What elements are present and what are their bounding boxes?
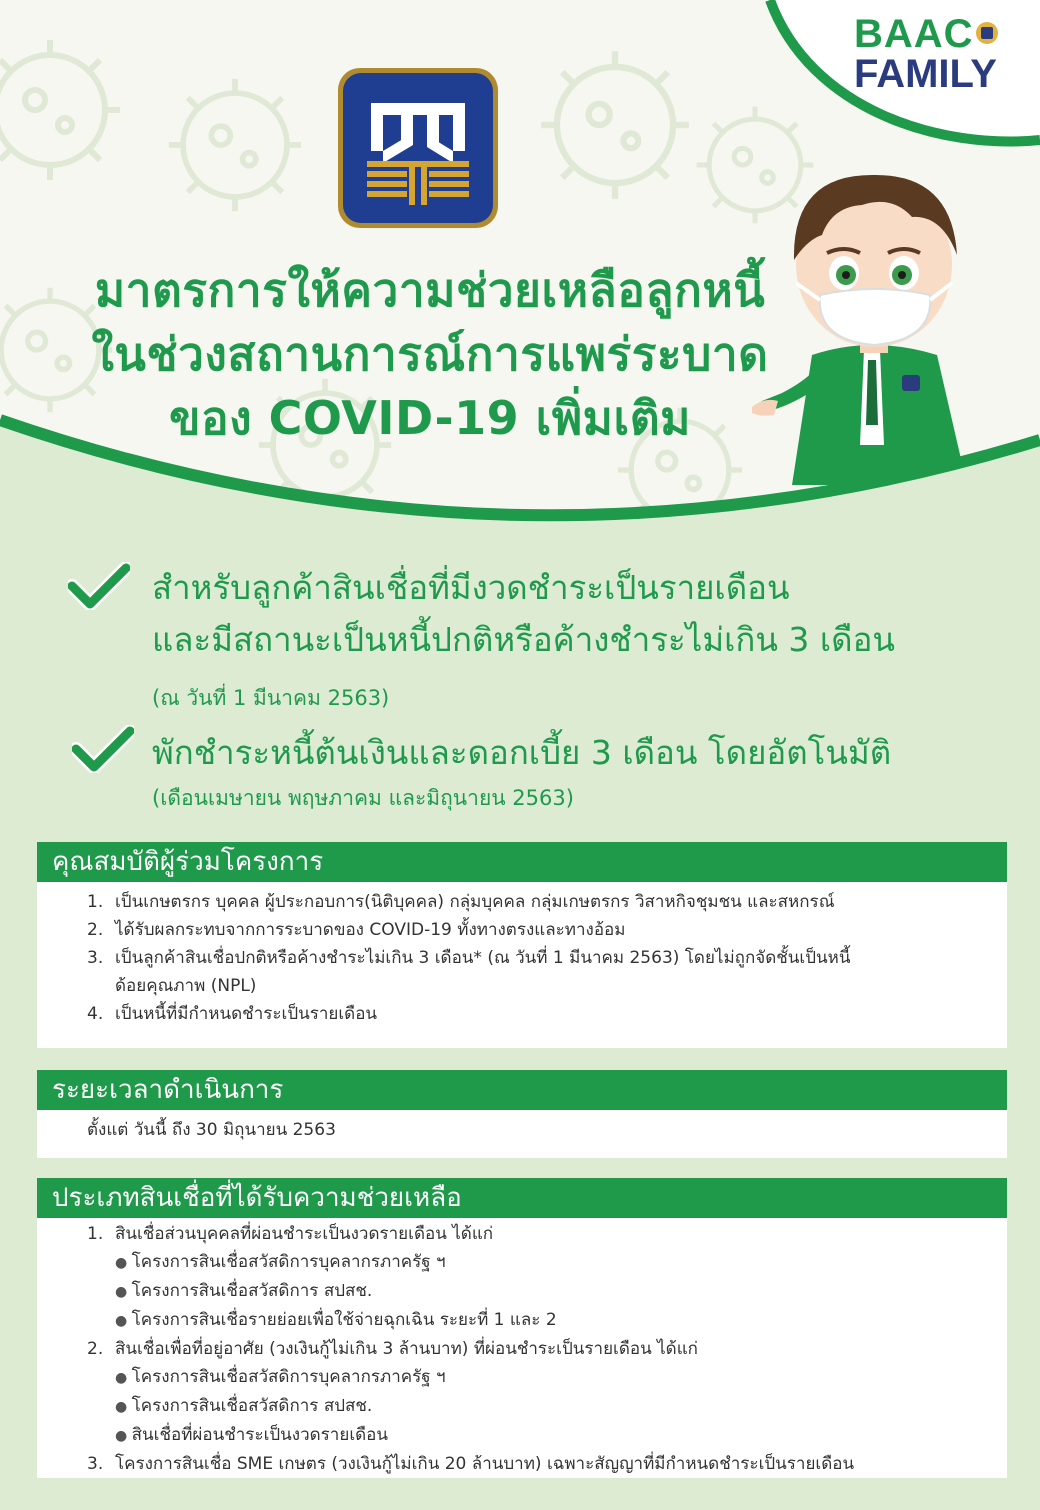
title-line2: ในช่วงสถานการณ์การแพร่ระบาด — [91, 327, 769, 381]
list-item: 2. ได้รับผลกระทบจากการระบาดของ COVID-19 ทั้งทางตรงและทางอ้อม — [87, 920, 626, 940]
highlight-1-line2: และมีสถานะเป็นหนี้ปกติหรือค้างชำระไม่เกิน 3 เดือน — [152, 620, 895, 659]
brand-logo — [854, 14, 1024, 94]
list-item: 1. สินเชื่อส่วนบุคคลที่ผ่อนชำระเป็นงวดรายเดือน ได้แก่ — [87, 1224, 494, 1244]
baac-emblem-icon — [343, 73, 493, 223]
title-line1: มาตรการให้ความช่วยเหลือลูกหนี้ — [94, 263, 766, 317]
brand-line2: FAMILY — [854, 52, 997, 96]
qualifications-panel — [37, 842, 1007, 1048]
highlight-1-line1: สำหรับลูกค้าสินเชื่อที่มีงวดชำระเป็นรายเดือน — [152, 568, 790, 607]
list-item: 2. สินเชื่อเพื่อที่อยู่อาศัย (วงเงินกู้ไม่เกิน 3 ล้านบาท) ที่ผ่อนชำระเป็นรายเดือน ได้แก่ — [87, 1339, 698, 1359]
bullet-item: ● โครงการสินเชื่อสวัสดิการบุคลากรภาครัฐ ฯ — [87, 1248, 1007, 1277]
highlight-2-line1: พักชำระหนี้ต้นเงินและดอกเบี้ย 3 เดือน โดยอัตโนมัติ — [152, 733, 892, 772]
period-title: ระยะเวลาดำเนินการ — [37, 1070, 1007, 1110]
list-item: 3. เป็นลูกค้าสินเชื่อปกติหรือค้างชำระไม่เกิน 3 เดือน* (ณ วันที่ 1 มีนาคม 2563) โดยไม่ถูกจัดชั้นเป็นหนี้ — [87, 948, 851, 968]
baac-logo — [338, 68, 498, 228]
list-item: 1. เป็นเกษตรกร บุคคล ผู้ประกอบการ(นิติบุคคล) กลุ่มบุคคล กลุ่มเกษตรกร วิสาหกิจชุมชน และสหกรณ์ — [87, 892, 835, 912]
check-icon — [68, 562, 130, 610]
virus-icon — [0, 20, 140, 200]
title-line3: ของ COVID-19 เพิ่มเติม — [169, 391, 691, 445]
period-text: ตั้งแต่ วันนี้ ถึง 30 มิถุนายน 2563 — [87, 1120, 336, 1140]
header-banner — [0, 0, 1040, 540]
list-item-continued: ด้อยคุณภาพ (NPL) — [115, 976, 257, 996]
loan-types-title: ประเภทสินเชื่อที่ได้รับความช่วยเหลือ — [37, 1178, 1007, 1218]
bullet-item: ● โครงการสินเชื่อสวัสดิการ สปสช. — [87, 1277, 1007, 1306]
highlight-2-sub: (เดือนเมษายน พฤษภาคม และมิถุนายน 2563) — [152, 786, 574, 810]
bullet-item: ● โครงการสินเชื่อสวัสดิการบุคลากรภาครัฐ ฯ — [87, 1363, 1007, 1392]
bullet-item: ● โครงการสินเชื่อสวัสดิการ สปสช. — [87, 1392, 1007, 1421]
bullet-item: ● โครงการสินเชื่อรายย่อยเพื่อใช้จ่ายฉุกเฉิน ระยะที่ 1 และ 2 — [87, 1306, 1007, 1335]
loan-types-panel — [37, 1178, 1007, 1478]
qualifications-title: คุณสมบัติผู้ร่วมโครงการ — [37, 842, 1007, 882]
list-item: 4. เป็นหนี้ที่มีกำหนดชำระเป็นรายเดือน — [87, 1004, 378, 1024]
virus-icon — [150, 60, 320, 230]
period-panel — [37, 1070, 1007, 1158]
brand-emblem-icon — [976, 22, 998, 44]
list-item: 3. โครงการสินเชื่อ SME เกษตร (วงเงินกู้ไม่เกิน 20 ล้านบาท) เฉพาะสัญญาที่มีกำหนดชำระเป็นรายเดือน — [87, 1454, 855, 1474]
highlight-1-sub: (ณ วันที่ 1 มีนาคม 2563) — [152, 686, 390, 710]
brand-line1: BAAC — [854, 12, 974, 56]
wave-divider — [0, 400, 1040, 540]
bullet-item: ● สินเชื่อที่ผ่อนชำระเป็นงวดรายเดือน — [87, 1421, 1007, 1450]
check-icon — [72, 725, 134, 773]
